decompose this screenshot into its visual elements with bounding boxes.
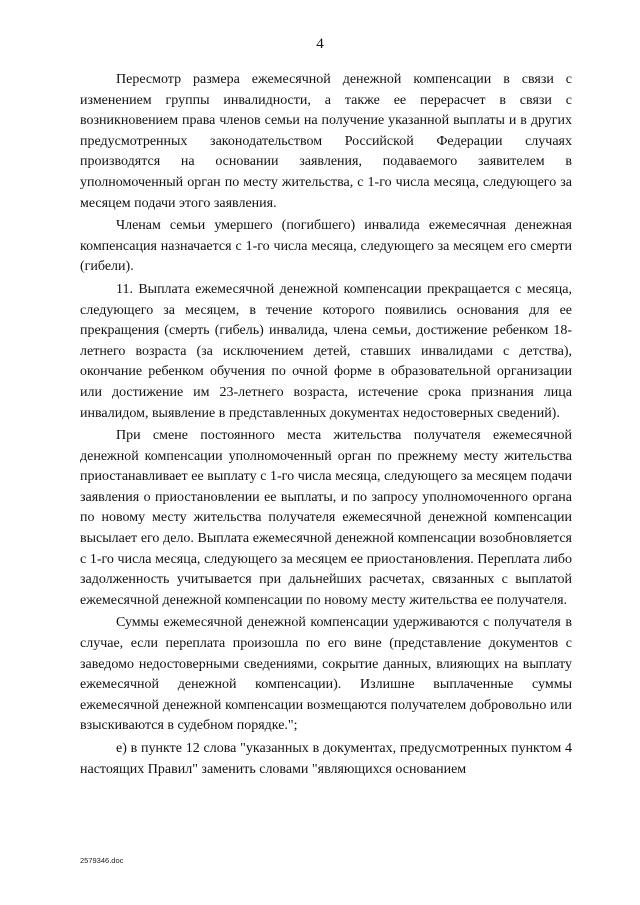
paragraph-item-e: е) в пункте 12 слова "указанных в документах, предусмотренных пунктом 4 настоящих Правил" заменить словами "являющихся основанием: [80, 741, 572, 777]
page-number: 4: [316, 36, 324, 52]
document-body: [80, 70, 572, 782]
paragraph-item-11: 11. Выплата ежемесячной денежной компенсации прекращается с месяца, следующего за месяцем, в течение которого появились основания для ее прекращения (смерть (гибель) инвалида, члена семьи, достижение ребенком 18-летнего возраста (за исключением детей, ставших инвалидами с детства), окончание ребенком обучения по очной форме в образовательной организации или достижение им 23-летнего возраста, истечение срока признания лица инвалидом, выявление в представленных документах недостоверных сведений).: [80, 281, 572, 421]
paragraph-residence-change: При смене постоянного места жительства получателя ежемесячной денежной компенсации уполномоченный орган по прежнему месту жительства приостанавливает ее выплату с 1-го числа месяца, следующего за месяцем подачи заявления о приостановлении ее выплаты, и по запросу уполномоченного органа по новому месту жительства получателя ежемесячной денежной компенсации высылает его дело. Выплата ежемесячной денежной компенсации возобновляется с 1-го числа месяца, следующего за месяцем ее приостановления. Переплата либо задолженность учитывается при дальнейших расчетах, связанных с выплатой ежемесячной денежной компенсации по новому месту жительства ее получателя.: [80, 428, 572, 608]
paragraph-family-members: Членам семьи умершего (погибшего) инвалида ежемесячная денежная компенсация назначается с 1-го числа месяца, следующего за месяцем его смерти (гибели).: [80, 218, 572, 275]
file-name-footer: 2579346.doc: [80, 856, 124, 865]
paragraph-overpayment: Суммы ежемесячной денежной компенсации удерживаются с получателя в случае, если переплата произошла по его вине (представление документов с заведомо недостоверными сведениями, сокрытие данных, влияющих на выплату ежемесячной денежной компенсации). Излишне выплаченные суммы ежемесячной денежной компенсации возмещаются получателем добровольно или взыскиваются в судебном порядке.";: [80, 615, 572, 734]
paragraph-recalculation: Пересмотр размера ежемесячной денежной компенсации в связи с изменением группы инвалидности, а также ее перерасчет в связи с возникновением права членов семьи на получение указанной выплаты и в других предусмотренных законодательством Российской Федерации случаях производятся на основании заявления, подаваемого заявителем в уполномоченный орган по месту жительства, с 1-го числа месяца, следующего за месяцем подачи этого заявления.: [80, 72, 572, 211]
